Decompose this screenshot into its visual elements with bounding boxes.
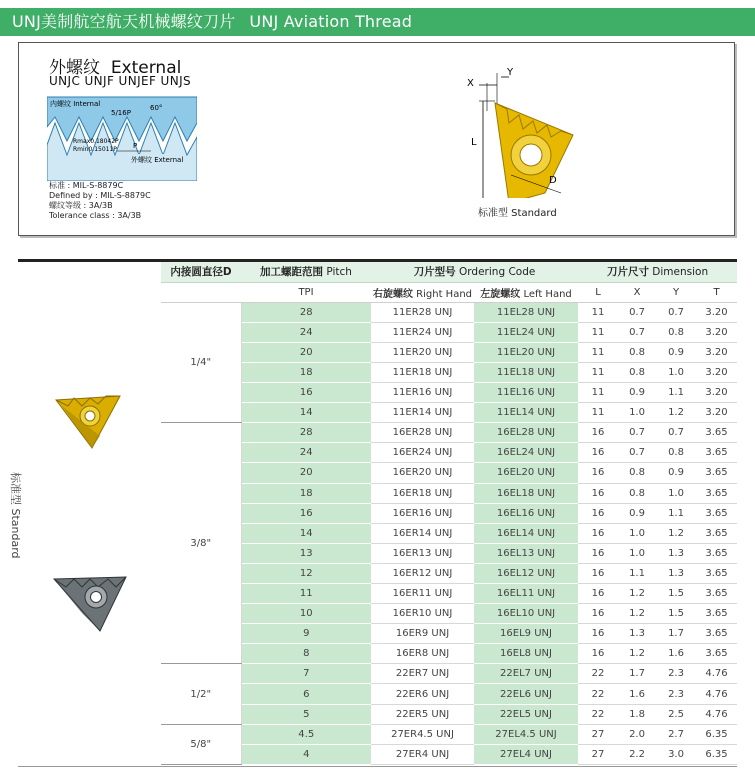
cell-tpi: 12: [241, 563, 371, 583]
cell-x: 0.7: [618, 322, 656, 342]
header-diameter: [161, 262, 241, 282]
rmax-label: Rmax0.18042P: [73, 138, 119, 145]
insert-dimension-diagram: [449, 63, 589, 198]
cell-l: 16: [578, 463, 618, 483]
cell-l: 11: [578, 322, 618, 342]
d-label: D: [549, 175, 557, 186]
table-row: [161, 644, 737, 664]
cell-left-hand-code: 11EL24 UNJ: [474, 322, 578, 342]
cell-y: 2.3: [656, 684, 696, 704]
cell-tpi: 14: [241, 523, 371, 543]
cell-tpi: 6: [241, 684, 371, 704]
cell-l: 16: [578, 563, 618, 583]
subheader-row: [161, 282, 737, 302]
cell-right-hand-code: 16ER18 UNJ: [371, 483, 474, 503]
table-row: [161, 383, 737, 403]
cell-left-hand-code: 16EL24 UNJ: [474, 443, 578, 463]
table-row: [161, 342, 737, 362]
cell-y: 3.0: [656, 744, 696, 764]
cell-x: 0.8: [618, 342, 656, 362]
table-row: [161, 684, 737, 704]
subheader-l: L: [578, 282, 618, 302]
cell-left-hand-code: 11EL20 UNJ: [474, 342, 578, 362]
cell-left-hand-code: 16EL28 UNJ: [474, 423, 578, 443]
cell-x: 1.0: [618, 543, 656, 563]
cell-t: 3.20: [696, 302, 737, 322]
cell-tpi: 4.5: [241, 724, 371, 744]
cell-t: 6.35: [696, 724, 737, 744]
subheader-t: T: [696, 282, 737, 302]
cell-left-hand-code: 16EL20 UNJ: [474, 463, 578, 483]
cell-tpi: 4: [241, 744, 371, 764]
cell-left-hand-code: 22EL6 UNJ: [474, 684, 578, 704]
cell-left-hand-code: 16EL8 UNJ: [474, 644, 578, 664]
cell-t: 3.65: [696, 483, 737, 503]
cell-x: 2.0: [618, 724, 656, 744]
cell-t: 3.65: [696, 584, 737, 604]
cell-left-hand-code: 16EL14 UNJ: [474, 523, 578, 543]
cell-l: 16: [578, 543, 618, 563]
header-pitch-en: Pitch: [326, 266, 352, 279]
cell-right-hand-code: 16ER16 UNJ: [371, 503, 474, 523]
cell-right-hand-code: 22ER7 UNJ: [371, 664, 474, 684]
cell-l: 16: [578, 483, 618, 503]
standard-line: 标准 : MIL-S-8879C: [49, 181, 124, 190]
cell-right-hand-code: 11ER18 UNJ: [371, 362, 474, 382]
subheader-y: Y: [656, 282, 696, 302]
cell-y: 1.7: [656, 624, 696, 644]
cell-l: 16: [578, 443, 618, 463]
cell-diameter: 1/2": [161, 664, 241, 724]
cell-t: 3.65: [696, 604, 737, 624]
cell-right-hand-code: 16ER20 UNJ: [371, 463, 474, 483]
cell-y: 0.8: [656, 443, 696, 463]
insert-image-column: [18, 262, 161, 768]
header-ordering-code: [371, 262, 578, 282]
cell-x: 0.8: [618, 463, 656, 483]
cell-l: 22: [578, 664, 618, 684]
cell-right-hand-code: 11ER16 UNJ: [371, 383, 474, 403]
cell-x: 1.1: [618, 563, 656, 583]
cell-left-hand-code: 16EL10 UNJ: [474, 604, 578, 624]
cell-left-hand-code: 22EL5 UNJ: [474, 704, 578, 724]
l-label: L: [471, 137, 477, 148]
cell-right-hand-code: 16ER12 UNJ: [371, 563, 474, 583]
cell-right-hand-code: 16ER24 UNJ: [371, 443, 474, 463]
cell-x: 1.2: [618, 644, 656, 664]
cell-l: 16: [578, 423, 618, 443]
standard-line: Defined by : MIL-S-8879C: [49, 191, 151, 200]
cell-left-hand-code: 11EL28 UNJ: [474, 302, 578, 322]
cell-right-hand-code: 16ER8 UNJ: [371, 644, 474, 664]
cell-right-hand-code: 11ER14 UNJ: [371, 403, 474, 423]
table-row: [161, 744, 737, 764]
cell-right-hand-code: 16ER10 UNJ: [371, 604, 474, 624]
cell-right-hand-code: 27ER4.5 UNJ: [371, 724, 474, 744]
cell-x: 0.9: [618, 503, 656, 523]
cell-x: 1.8: [618, 704, 656, 724]
cell-left-hand-code: 11EL14 UNJ: [474, 403, 578, 423]
cell-l: 16: [578, 604, 618, 624]
cell-left-hand-code: 16EL9 UNJ: [474, 624, 578, 644]
cell-right-hand-code: 16ER11 UNJ: [371, 584, 474, 604]
header-dim-en: Dimension: [652, 266, 709, 279]
cell-y: 0.7: [656, 423, 696, 443]
cell-l: 22: [578, 684, 618, 704]
header-row: [161, 262, 737, 282]
pitch-fraction-label: 5/16P: [111, 109, 131, 117]
insert-spec-table: [161, 262, 737, 765]
cell-l: 11: [578, 383, 618, 403]
cell-x: 0.7: [618, 423, 656, 443]
table-row: [161, 664, 737, 684]
cell-tpi: 20: [241, 463, 371, 483]
table-row: [161, 724, 737, 744]
cell-t: 3.65: [696, 463, 737, 483]
cell-tpi: 8: [241, 644, 371, 664]
cell-x: 2.2: [618, 744, 656, 764]
cell-left-hand-code: 16EL11 UNJ: [474, 584, 578, 604]
cell-y: 0.7: [656, 302, 696, 322]
cell-l: 27: [578, 724, 618, 744]
cell-l: 27: [578, 744, 618, 764]
standard-line: Tolerance class : 3A/3B: [49, 211, 142, 220]
subheader-tpi: TPI: [241, 282, 371, 302]
cell-t: 3.20: [696, 403, 737, 423]
cell-tpi: 24: [241, 443, 371, 463]
cell-right-hand-code: 22ER6 UNJ: [371, 684, 474, 704]
cell-t: 3.20: [696, 322, 737, 342]
cell-left-hand-code: 27EL4 UNJ: [474, 744, 578, 764]
cell-l: 11: [578, 302, 618, 322]
cell-x: 0.9: [618, 383, 656, 403]
cell-diameter: 1/4": [161, 302, 241, 423]
cell-x: 0.7: [618, 302, 656, 322]
bottom-rule: [18, 766, 737, 767]
cell-t: 3.65: [696, 443, 737, 463]
cell-diameter: 3/8": [161, 423, 241, 664]
gray-insert-image: [52, 573, 128, 635]
cell-y: 1.2: [656, 403, 696, 423]
cell-y: 0.9: [656, 463, 696, 483]
cell-l: 11: [578, 362, 618, 382]
subheader-blank: [161, 282, 241, 302]
standard-info: [49, 181, 151, 221]
cell-t: 4.76: [696, 664, 737, 684]
cell-y: 1.3: [656, 563, 696, 583]
cell-t: 3.65: [696, 543, 737, 563]
subheader-right-hand: [371, 282, 474, 302]
cell-t: 3.20: [696, 342, 737, 362]
cell-y: 2.5: [656, 704, 696, 724]
cell-left-hand-code: 16EL13 UNJ: [474, 543, 578, 563]
cell-tpi: 7: [241, 664, 371, 684]
cell-l: 16: [578, 624, 618, 644]
header-pitch: [241, 262, 371, 282]
title-en: UNJ Aviation Thread: [249, 12, 413, 31]
cell-left-hand-code: 16EL16 UNJ: [474, 503, 578, 523]
cell-x: 1.0: [618, 523, 656, 543]
header-pitch-cn: 加工螺距范围: [260, 266, 324, 279]
table-row: [161, 604, 737, 624]
cell-t: 6.35: [696, 744, 737, 764]
cell-y: 1.3: [656, 543, 696, 563]
cell-tpi: 18: [241, 483, 371, 503]
table-row: [161, 403, 737, 423]
title-cn: UNJ美制航空航天机械螺纹刀片: [12, 12, 236, 31]
cell-right-hand-code: 16ER28 UNJ: [371, 423, 474, 443]
cell-x: 0.8: [618, 483, 656, 503]
cell-left-hand-code: 27EL4.5 UNJ: [474, 724, 578, 744]
table-row: [161, 322, 737, 342]
cell-l: 16: [578, 503, 618, 523]
cell-left-hand-code: 16EL12 UNJ: [474, 563, 578, 583]
side-label: 标准型 Standard: [9, 472, 22, 559]
cell-y: 1.6: [656, 644, 696, 664]
thread-types: UNJC UNJF UNJEF UNJS: [49, 74, 192, 88]
cell-l: 11: [578, 403, 618, 423]
subheader-left-hand: [474, 282, 578, 302]
cell-tpi: 18: [241, 362, 371, 382]
cell-tpi: 24: [241, 322, 371, 342]
page-title-bar: [0, 8, 755, 36]
x-label: X: [467, 78, 474, 89]
header-code-en: Ordering Code: [459, 266, 536, 279]
cell-tpi: 16: [241, 503, 371, 523]
cell-left-hand-code: 22EL7 UNJ: [474, 664, 578, 684]
cell-y: 1.1: [656, 383, 696, 403]
cell-diameter: 5/8": [161, 724, 241, 764]
cell-tpi: 10: [241, 604, 371, 624]
cell-right-hand-code: 16ER13 UNJ: [371, 543, 474, 563]
cell-tpi: 28: [241, 423, 371, 443]
cell-x: 1.2: [618, 584, 656, 604]
table-row: [161, 563, 737, 583]
standard-line: 螺纹等级 : 3A/3B: [49, 201, 113, 210]
cell-y: 2.3: [656, 664, 696, 684]
cell-y: 2.7: [656, 724, 696, 744]
cell-t: 3.65: [696, 503, 737, 523]
cell-y: 1.5: [656, 584, 696, 604]
cell-x: 0.7: [618, 443, 656, 463]
external-label: 外螺纹 External: [131, 156, 184, 164]
header-dimension: [578, 262, 737, 282]
header-diameter-text: 内接圆直径D: [170, 266, 232, 279]
cell-x: 1.6: [618, 684, 656, 704]
table-row: [161, 523, 737, 543]
header-dim-cn: 刀片尺寸: [606, 266, 649, 279]
table-row: [161, 423, 737, 443]
table-body: [161, 302, 737, 764]
external-thread-info-panel: [18, 42, 735, 236]
cell-left-hand-code: 11EL16 UNJ: [474, 383, 578, 403]
subheader-lh-cn: 左旋螺纹: [480, 288, 521, 300]
table-row: [161, 584, 737, 604]
angle-label: 60°: [150, 104, 163, 112]
cell-tpi: 11: [241, 584, 371, 604]
cell-t: 3.65: [696, 624, 737, 644]
cell-t: 3.65: [696, 644, 737, 664]
cell-y: 1.0: [656, 483, 696, 503]
cell-right-hand-code: 27ER4 UNJ: [371, 744, 474, 764]
cell-left-hand-code: 16EL18 UNJ: [474, 483, 578, 503]
cell-l: 16: [578, 644, 618, 664]
cell-t: 3.65: [696, 563, 737, 583]
cell-t: 4.76: [696, 704, 737, 724]
cell-y: 1.0: [656, 362, 696, 382]
cell-t: 3.20: [696, 383, 737, 403]
table-row: [161, 624, 737, 644]
header-code-cn: 刀片型号: [413, 266, 456, 279]
cell-x: 1.2: [618, 604, 656, 624]
p-label: P: [133, 142, 138, 150]
subheader-rh-cn: 右旋螺纹: [372, 288, 413, 300]
cell-x: 0.8: [618, 362, 656, 382]
cell-x: 1.0: [618, 403, 656, 423]
cell-l: 16: [578, 584, 618, 604]
gold-insert-image: [52, 390, 124, 452]
y-label: Y: [507, 67, 514, 78]
cell-right-hand-code: 16ER9 UNJ: [371, 624, 474, 644]
cell-right-hand-code: 11ER20 UNJ: [371, 342, 474, 362]
external-title-cn: 外螺纹: [49, 58, 100, 78]
insert-caption: 标准型 Standard: [478, 208, 557, 219]
rmin-label: Rmin0.15011P: [73, 146, 117, 153]
table-row: [161, 463, 737, 483]
cell-t: 4.76: [696, 684, 737, 704]
subheader-lh-en: Left Hand: [523, 288, 572, 300]
cell-t: 3.65: [696, 423, 737, 443]
internal-label: 内螺纹 Internal: [50, 100, 101, 108]
cell-tpi: 16: [241, 383, 371, 403]
cell-tpi: 13: [241, 543, 371, 563]
cell-right-hand-code: 11ER28 UNJ: [371, 302, 474, 322]
thread-profile-diagram: [47, 93, 197, 181]
cell-right-hand-code: 16ER14 UNJ: [371, 523, 474, 543]
table-row: [161, 362, 737, 382]
subheader-x: X: [618, 282, 656, 302]
table-row: [161, 704, 737, 724]
cell-x: 1.7: [618, 664, 656, 684]
cell-tpi: 5: [241, 704, 371, 724]
cell-right-hand-code: 22ER5 UNJ: [371, 704, 474, 724]
cell-x: 1.3: [618, 624, 656, 644]
cell-y: 0.8: [656, 322, 696, 342]
cell-l: 22: [578, 704, 618, 724]
cell-y: 1.1: [656, 503, 696, 523]
table-row: [161, 503, 737, 523]
table-row: [161, 302, 737, 322]
table-row: [161, 443, 737, 463]
cell-y: 1.5: [656, 604, 696, 624]
cell-left-hand-code: 11EL18 UNJ: [474, 362, 578, 382]
cell-y: 0.9: [656, 342, 696, 362]
cell-tpi: 28: [241, 302, 371, 322]
cell-tpi: 14: [241, 403, 371, 423]
cell-right-hand-code: 11ER24 UNJ: [371, 322, 474, 342]
cell-l: 11: [578, 342, 618, 362]
cell-l: 16: [578, 523, 618, 543]
cell-t: 3.20: [696, 362, 737, 382]
cell-t: 3.65: [696, 523, 737, 543]
cell-tpi: 9: [241, 624, 371, 644]
cell-tpi: 20: [241, 342, 371, 362]
cell-y: 1.2: [656, 523, 696, 543]
table-row: [161, 543, 737, 563]
external-title-en: External: [110, 58, 182, 78]
subheader-rh-en: Right Hand: [416, 288, 473, 300]
table-row: [161, 483, 737, 503]
